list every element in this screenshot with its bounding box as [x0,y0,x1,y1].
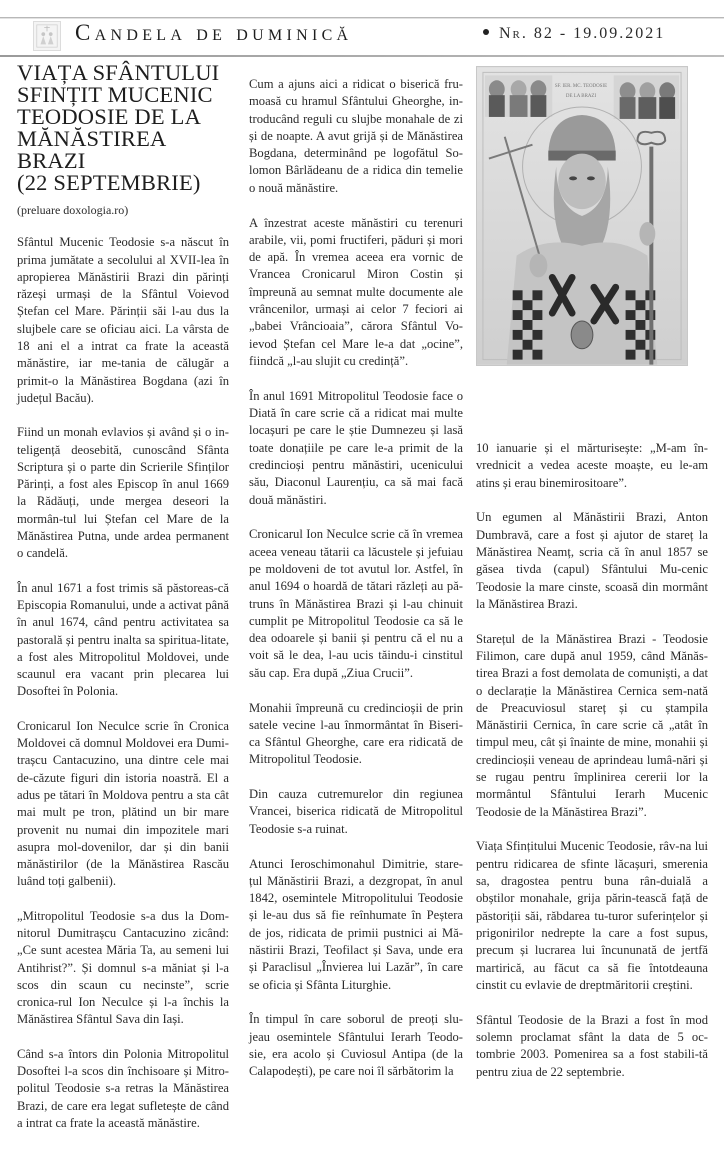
header-bottom-rule [0,55,724,57]
newsletter-header [0,18,724,54]
bullet-icon [483,29,489,35]
paragraph: Fiind un monah evlavios și având și o in-teligență deosebită, cunoscând Sfânta Scriptura și o parte din Scrierile Sfinților Părinți, a fost ales Episcop în anul 1669 la Rădăuți, unde mergea deseori la mormân-tul lui Ștefan cel Mare de la Mănăstirea Putna, unde ardea permanent o candelă. [17,425,229,561]
saint-portrait-icon [477,67,687,365]
article-title [17,62,229,194]
paragraph: În anul 1671 a fost trimis să păstoreas-că Episcopia Romanului, unde a activat până în anul 1674, când pentru activitatea sa pastorală și pentru inalta sa spiritua-litate, a fost ales Mitropolitul Moldovei, unde scaunul era vacant prin plecarea lui Dosoftei în Polonia. [17,580,229,699]
church-emblem-icon [33,21,61,51]
paragraph: Cronicarul Ion Neculce scrie în Cronica Moldovei că domnul Moldovei era Dumi-trașcu Cantacuzino, una dintre cele mai de-căzute figuri din istoria noastră. El a adus pe tătari în Moldova pentru a sta cât mai mult pe tron, plătind un bir mare provenit nu numai din impozitele mari asupra mol-dovenilor, dar și din banii mănăstirilor (de la Mănăstirea Rascău luând toți galbenii). [17,718,229,889]
paragraph: Cum a ajuns aici a ridicat o biserică fru-moasă cu hramul Sfântului Gheorghe, in-troducând reguli cu slujbe monahale de zi și de noapte. A avut grijă și de Mănăstirea Bogdana, determinând pe logofătul So-lomon Bârlădeanu de a ridica din temelie o nouă mănăstire. [249,77,463,195]
paragraph: În anul 1691 Mitropolitul Teodosie face o Diată în care scrie că a ridicat mai multe locașuri pe care le știe Dumnezeu și lasă toate donațiile pe care le-a primit de la credincioși pentru mănăstiri, ucenicului său, Diaconul Laurențiu, ca să mai facă două mănăstiri. [249,388,463,507]
paragraph: 10 ianuarie și el mărturisește: „M-am în-vrednicit a vedea aceste moaște, eu le-am atins și erau binemirositoare”. [476,441,708,490]
paragraph: Monahii împreună cu credincioșii de prin satele vecine l-au înmormântat în Biseri-ca Sfântul Gheorghe, care era ridicată de Mitropolitul Teodosie. [249,700,463,767]
svg-text:SF. IER. MC. TEODOSIE: SF. IER. MC. TEODOSIE [554,84,608,90]
masthead-title: Candela de duminică [75,20,353,45]
svg-text:DE LA BRAZI: DE LA BRAZI [565,94,597,100]
paragraph: A înzestrat aceste mănăstiri cu terenuri arabile, vii, pomi fructiferi, păduri și mori de apă. În vremea aceea era vornic de Vrancea Cronicarul Miron Costin și împreună au semnat multe documente ale vrâncenilor, urmași ai celor 7 feciori ai „babei Vrâncioaia”, cărora Sfântul Vo-ievod Ștefan cel Mare le-a dat „ocine”, fiindcă „l-au slujit cu credință”. [249,215,463,368]
issue-number-date: Nr. 82 - 19.09.2021 [499,25,666,42]
paragraph: Un egumen al Mănăstirii Brazi, Anton Dumbravă, care a fost și ajutor de stareț la Mănăstirea Neamț, scria că în anul 1857 se găsea tivda (capul) Sfântului Mu-cenic Teodosie la mare cinste, scoasă din mormânt la Mănăstirea Brazi. [476,510,708,611]
article-column-3 [476,440,708,1098]
paragraph: Sfântul Teodosie de la Brazi a fost în mod solemn proclamat sfânt la data de 5 oc-tombrie 2003. Pomenirea sa a fost stabili-tă pentru ziua de 22 septembrie. [476,1012,708,1079]
title-line: TEODOSIE DE LA [17,104,202,129]
paragraph: Sfântul Mucenic Teodosie s-a născut în prima jumătate a secolului al XVII-lea în apropierea Mănăstirii Brazi din părinți răzeși urmași de la Sfântul Voievod Ștefan cel Mare. Părinții săi l-au dus la slujbele care se oficiau aici. La vârsta de 18 ani el a intrat ca frate la această mănăstire, iar me-tania de călugăr a primit-o la Mănăstirea Bogdana (azi în județul Bacău). [17,235,229,405]
title-line: VIAȚA SFÂNTULUI [17,60,220,85]
paragraph: „Mitropolitul Teodosie s-a dus la Dom-nitorul Dumitrașcu Cantacuzino zicând: „Ce sunt acestea Măria Ta, au semeni lui Antihrist?”. Și domnul s-a măniat și l-a scos din scaun cu necinste”, scrie cronica-rul Ion Neculce și l-a închis la Mănăstirea Sfântul Sava din Iași. [17,908,229,1027]
paragraph: Din cauza cutremurelor din regiunea Vrancei, biserica ridicată de Mitropolitul Teodosie s-a ruinat. [249,787,463,836]
paragraph: În timpul în care soborul de preoți slu-jeau osemintele Sfântului Ierarh Teodo-sie, era acolo și Cuviosul Antipa (de la Calapodești), pe care noi îl sărbătorim la [249,1012,463,1079]
article-column-2 [249,76,463,1098]
title-line: SFINȚIT MUCENIC [17,82,213,107]
title-line: MĂNĂSTIREA BRAZI [17,126,166,173]
article-source: (preluare doxologia.ro) [17,203,129,217]
paragraph: Viața Sfințitului Mucenic Teodosie, râv-na lui pentru ridicarea de sfinte lăcașuri, smerenia sa, dragostea pentru buna rân-duială a obștilor monahale, grija părin-tească față de păstoriții săi, răbdarea tu-turor suferințelor și prigonirilor nedrepte la care a fost supus, precum și lucrarea lui încununată de jertfă martirică, au făcut ca să fie întotdeauna cinstit cu evlavie de dreptmăritorii creștini. [476,839,708,992]
paragraph: Atunci Ieroschimonahul Dimitrie, stare-țul Mănăstirii Brazi, a dezgropat, în anul 1842, osemintele Mitropolitului Teodosie și le-au dus să fie reînhumate în Peștera de jos, ridicata de primii pustnici ai Mă-năstirii Brazi, Teofilact și Sava, unde era și Paraclisul „Învierea lui Lazăr”, în care se oficia și Sfânta Liturghie. [249,856,463,992]
issue-info [483,25,665,43]
paragraph: Starețul de la Mănăstirea Brazi - Teodosie Filimon, care după anul 1959, când Mănăs-tirea Brazi a fost demolata de comuniști, a dat o declarație la Mănăstirea Cernica sem-nată de Preacuviosul stareț și cu ștampila Mănăstirii Cernica, în care scrie că „atât în timpul meu, cât și înainte de mine, monahii și credincioșii veneau de aprindeau lumâ-nări și se rugau pentru împlinirea cererii lor la mormântul Sfântului Ierarh Mucenic Teodosie de la Mănăstirea Brazi”. [476,631,708,819]
title-line: (22 SEPTEMBRIE) [17,170,201,195]
article-column-1 [17,62,229,1149]
saint-icon-image [476,66,688,366]
paragraph: Cronicarul Ion Neculce scrie că în vremea aceea veneau tătarii ca lăcustele și jefuiau pe moldoveni de tot avutul lor. Astfel, în anul 1694 o hoardă de tătari răzleți au pă-truns în Mănăstirea Brazi și l-au chinuit cumplit pe Mitropolitul Teodosie ca să le dea odoarele și banii și pentru că el nu a voit să le dea, l-au ucis tăindu-i cinstitul său cap. Era după „Ziua Crucii”. [249,527,463,680]
paragraph: Când s-a întors din Polonia Mitropolitul Dosoftei l-a scos din închisoare și Mitro-politul Teodosie s-a retras la Mănăstirea Brazi, de care era legat sufletește de când a intrat ca frate la această mănăstire. [17,1046,229,1130]
